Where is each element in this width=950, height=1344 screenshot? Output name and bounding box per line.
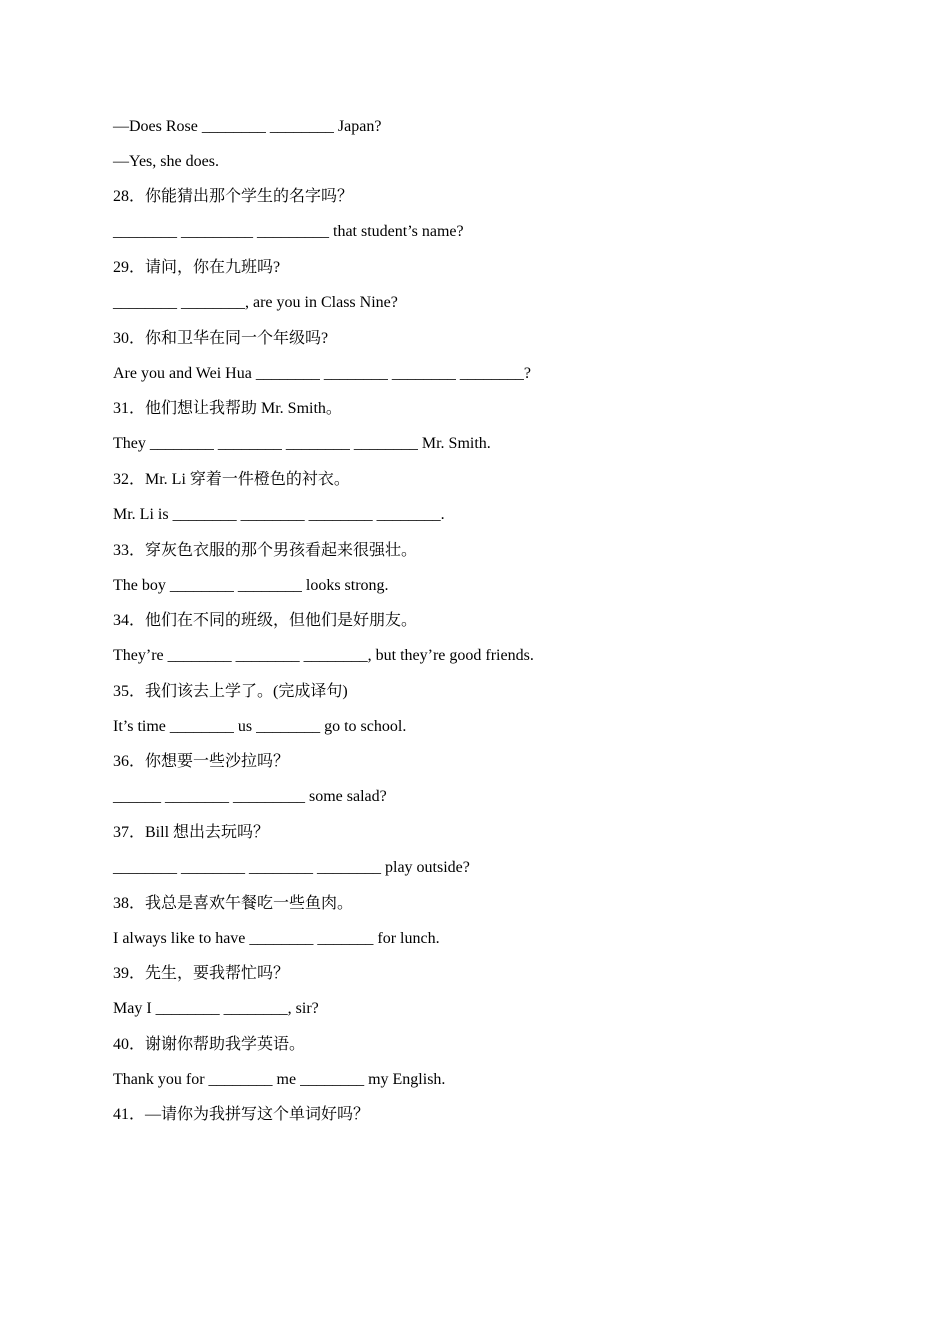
question-34: 34．他们在不同的班级，但他们是好朋友。 bbox=[113, 612, 418, 629]
question-30: 30．你和卫华在同一个年级吗? bbox=[113, 330, 329, 347]
answer-line-38: I always like to have ________ _______ for lunch. bbox=[113, 930, 440, 947]
answer-line-29: ________ ________, are you in Class Nine? bbox=[113, 294, 398, 311]
question-33: 33．穿灰色衣服的那个男孩看起来很强壮。 bbox=[113, 542, 418, 559]
answer-line-27a: —Does Rose ________ ________ Japan? bbox=[113, 118, 382, 135]
question-38: 38．我总是喜欢午餐吃一些鱼肉。 bbox=[113, 895, 354, 912]
question-28: 28．你能猜出那个学生的名字吗？ bbox=[113, 188, 354, 205]
answer-line-33: The boy ________ ________ looks strong. bbox=[113, 577, 389, 594]
answer-line-36: ______ ________ _________ some salad? bbox=[113, 788, 387, 805]
question-31: 31．他们想让我帮助 Mr. Smith。 bbox=[113, 400, 342, 417]
answer-line-39: May I ________ ________, sir? bbox=[113, 1000, 319, 1017]
answer-line-31: They ________ ________ ________ ________ Mr. Smith. bbox=[113, 435, 491, 452]
question-37: 37．Bill 想出去玩吗？ bbox=[113, 824, 270, 841]
answer-line-32: Mr. Li is ________ ________ ________ ________. bbox=[113, 506, 445, 523]
answer-line-27b: —Yes, she does. bbox=[113, 153, 219, 170]
question-36: 36．你想要一些沙拉吗？ bbox=[113, 753, 290, 770]
answer-line-40: Thank you for ________ me ________ my English. bbox=[113, 1071, 446, 1088]
answer-line-37: ________ ________ ________ ________ play outside? bbox=[113, 859, 470, 876]
answer-line-35: It’s time ________ us ________ go to school. bbox=[113, 718, 407, 735]
answer-line-30: Are you and Wei Hua ________ ________ ________ ________? bbox=[113, 365, 531, 382]
question-32: 32．Mr. Li 穿着一件橙色的衬衣。 bbox=[113, 471, 350, 488]
question-41: 41．—请你为我拼写这个单词好吗？ bbox=[113, 1106, 370, 1123]
answer-line-28: ________ _________ _________ that student’s name? bbox=[113, 223, 464, 240]
question-29: 29．请问，你在九班吗? bbox=[113, 259, 281, 276]
question-40: 40．谢谢你帮助我学英语。 bbox=[113, 1036, 306, 1053]
question-35: 35．我们该去上学了。(完成译句) bbox=[113, 683, 348, 700]
question-39: 39．先生，要我帮忙吗？ bbox=[113, 965, 290, 982]
answer-line-34: They’re ________ ________ ________, but they’re good friends. bbox=[113, 647, 534, 664]
